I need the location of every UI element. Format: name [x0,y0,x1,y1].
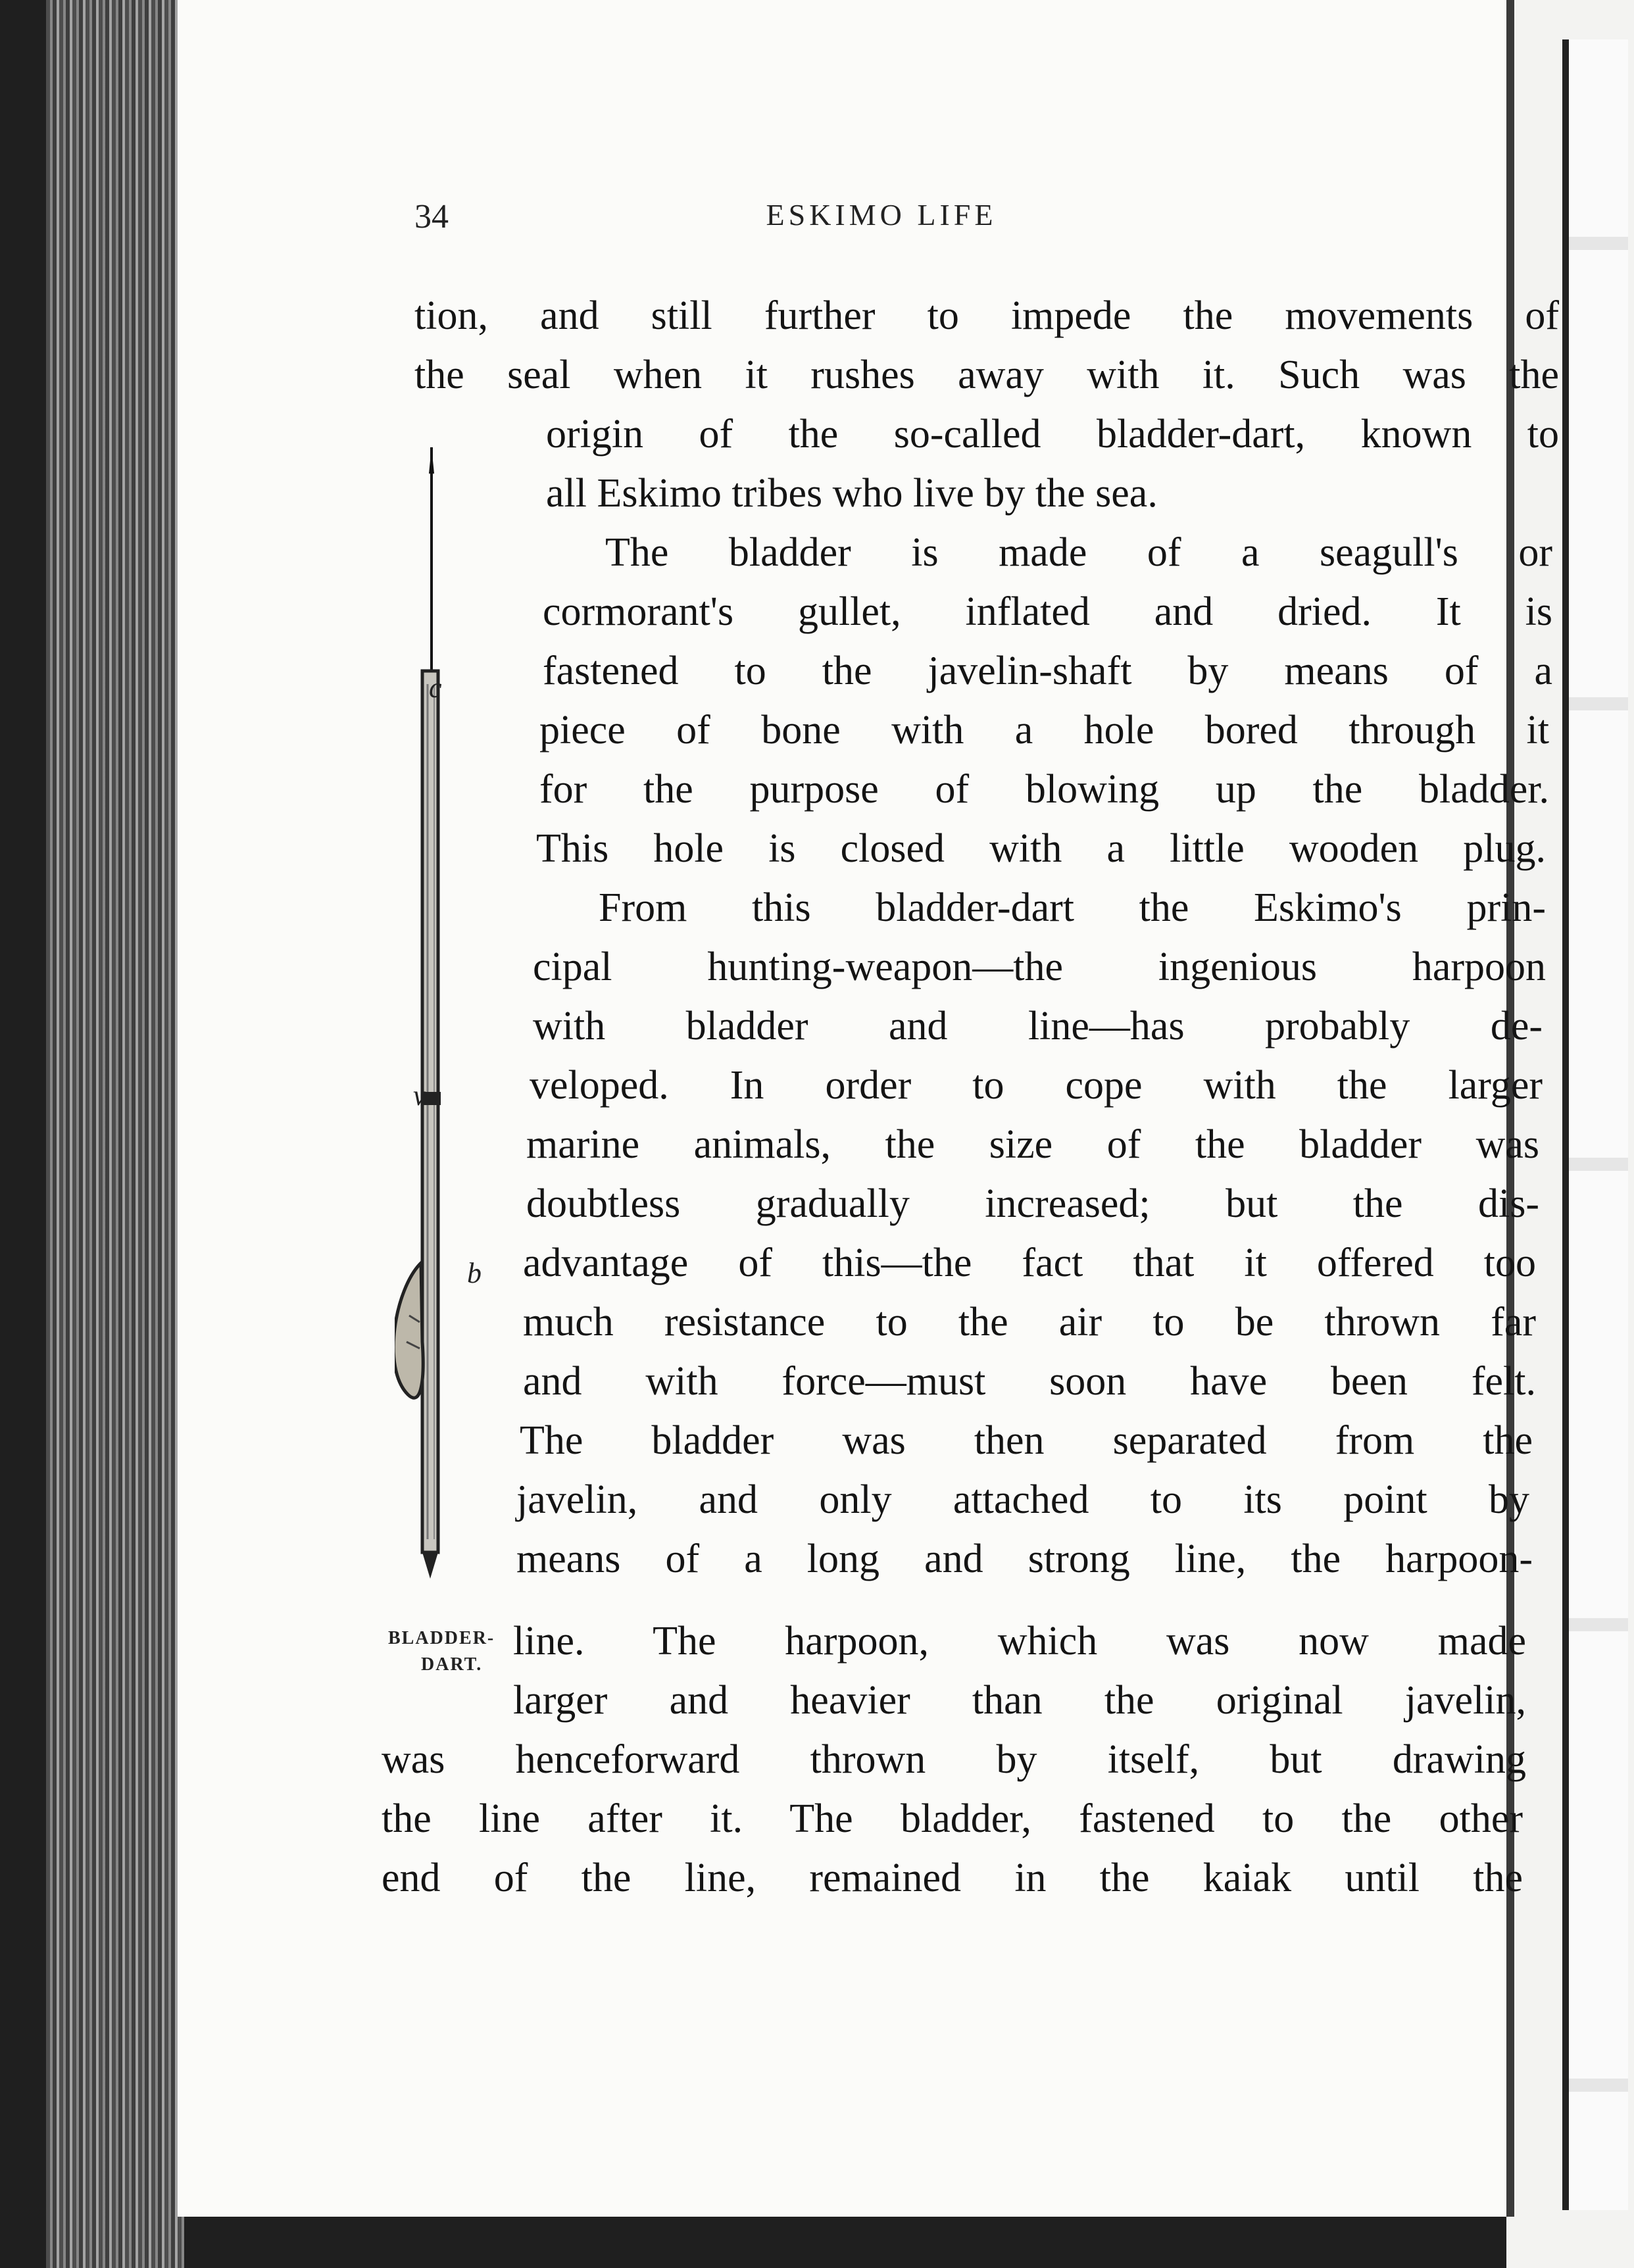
text-line: and with force—must soon have been felt. [523,1359,1536,1404]
figure-caption-line-2: DART. [421,1654,483,1675]
text-line: end of the line, remained in the kaiak until the [382,1856,1523,1900]
text-line: cormorant's gullet, inflated and dried. It is [543,589,1552,634]
text-line: cipal hunting-weapon—the ingenious harpoon [533,945,1546,989]
text-line: piece of bone with a hole bored through it [539,708,1549,752]
figure-label-b: b [467,1257,482,1289]
book-spine-gutter [46,0,184,2268]
text-line: From this bladder-dart the Eskimo's prin- [599,885,1546,930]
text-line: line. The harpoon, which was now made [513,1619,1526,1664]
page-edge-shadow [1562,39,1628,2210]
text-line: all Eskimo tribes who live by the sea. [546,471,1158,516]
figure-label-c: c [429,672,442,704]
running-head: ESKIMO LIFE [766,198,997,232]
text-line: veloped. In order to cope with the larger [530,1063,1543,1108]
text-line: the seal when it rushes away with it. Such was the [414,353,1559,397]
text-line: the line after it. The bladder, fastened to the other [382,1796,1523,1841]
text-line: much resistance to the air to be thrown far [523,1300,1536,1344]
text-line: doubtless gradually increased; but the dis- [526,1181,1539,1226]
text-line: fastened to the javelin-shaft by means of a [543,649,1552,693]
text-line: advantage of this—the fact that it offered too [523,1241,1536,1285]
text-line: The bladder is made of a seagull's or [605,530,1552,575]
text-line: larger and heavier than the original javelin, [513,1678,1526,1723]
text-line: tion, and still further to impede the movements of [414,293,1559,338]
text-line: origin of the so-called bladder-dart, known to [546,412,1559,456]
figure-label-v: v [413,1079,426,1112]
page-number: 34 [414,198,449,235]
text-line: javelin, and only attached to its point by [516,1477,1529,1522]
text-line: means of a long and strong line, the harpoon- [516,1537,1533,1581]
text-line: for the purpose of blowing up the bladder. [539,767,1549,812]
text-line: marine animals, the size of the bladder was [526,1122,1539,1167]
text-line: This hole is closed with a little wooden plug. [536,826,1546,871]
bladder-dart-illustration [395,447,474,1631]
text-line: was henceforward thrown by itself, but drawing [382,1737,1526,1782]
page-header [178,197,1506,250]
text-line: The bladder was then separated from the [520,1418,1533,1463]
book-page [178,0,1559,2217]
text-line: with bladder and line—has probably de- [533,1004,1543,1048]
figure-caption-line-1: BLADDER- [388,1628,495,1648]
